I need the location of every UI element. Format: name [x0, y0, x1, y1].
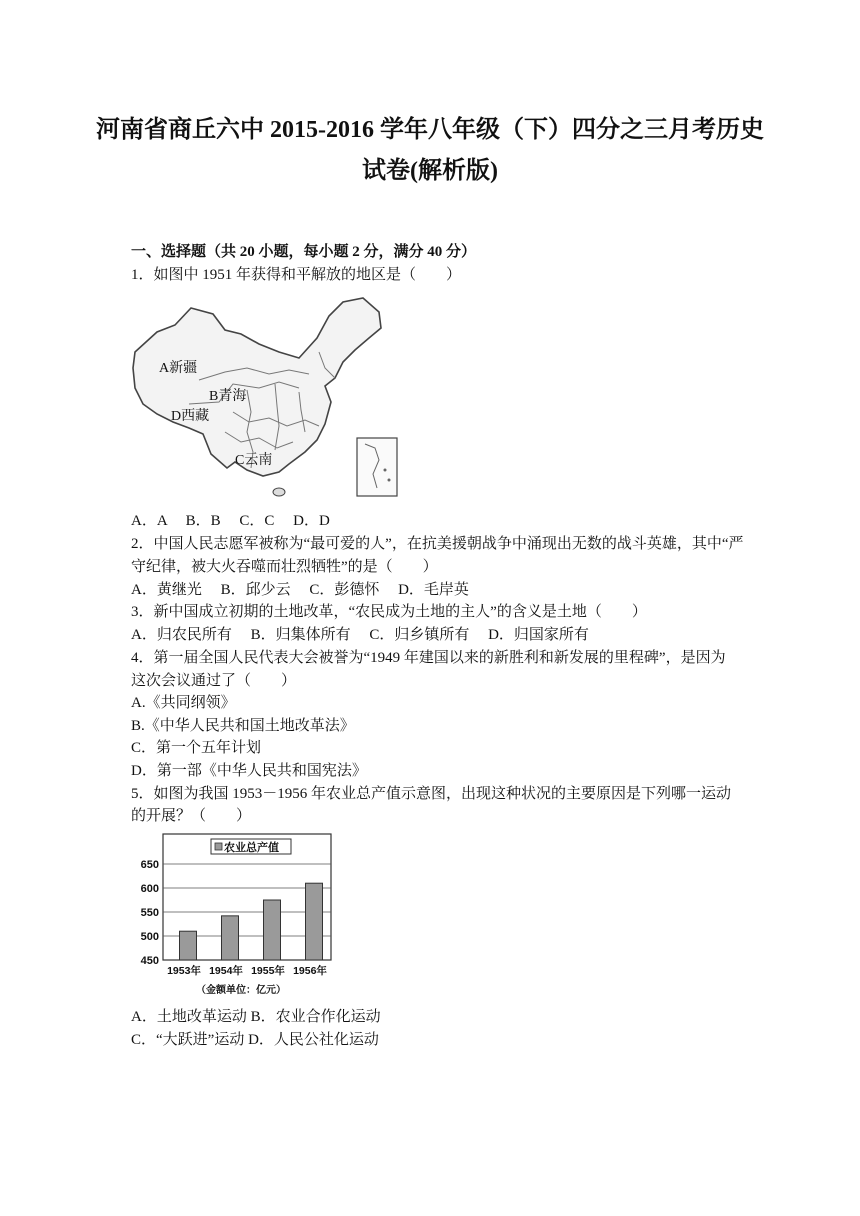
question-5-text-2: 的开展？（ ）: [131, 808, 252, 824]
question-5-text-1: 5．如图为我国 1953－1956 年农业总产值示意图，出现这种状况的主要原因是下列哪一运动: [131, 786, 732, 802]
chart-bar: [306, 883, 323, 960]
china-map-image: [129, 292, 401, 498]
chart-legend-swatch: [215, 843, 222, 850]
chart-y-tick-label: 650: [140, 859, 159, 871]
map-label-a: A新疆: [159, 361, 198, 376]
question-4-option-d: D．第一部《中华人民共和国宪法》: [131, 763, 367, 779]
document-title-line-1: 河南省商丘六中 2015-2016 学年八年级（下）四分之三月考历史: [96, 117, 764, 143]
question-5-options-line-2: C．“大跃进”运动 D．人民公社化运动: [131, 1032, 379, 1048]
question-3-options: A．归农民所有 B．归集体所有 C．归乡镇所有 D．归国家所有: [131, 627, 589, 643]
chart-bar: [264, 900, 281, 960]
question-4-option-c: C．第一个五年计划: [131, 740, 262, 756]
question-1-options: A．A B．B C．C D．D: [131, 513, 330, 529]
question-4-text-1: 4．第一届全国人民代表大会被誉为“1949 年建国以来的新胜利和新发展的里程碑”，是因为: [131, 650, 726, 666]
question-1-text: 1．如图中 1951 年获得和平解放的地区是（ ）: [131, 267, 462, 283]
chart-bar: [180, 931, 197, 960]
section-heading: 一、选择题（共 20 小题，每小题 2 分，满分 40 分）: [131, 244, 477, 260]
document-title-line-2: 试卷(解析版): [362, 158, 498, 184]
chart-y-tick-label: 450: [140, 955, 159, 967]
map-label-b: B青海: [209, 389, 247, 404]
chart-x-tick-label: 1955年: [251, 965, 285, 977]
chart-y-tick-label: 600: [140, 883, 159, 895]
question-4-text-2: 这次会议通过了（ ）: [131, 673, 297, 689]
chart-x-tick-label: 1956年: [293, 965, 327, 977]
map-label-c: C云南: [235, 453, 273, 468]
question-2-text-2: 守纪律，被大火吞噬而壮烈牺牲”的是（ ）: [131, 559, 438, 575]
chart-unit-note: （金额单位：亿元）: [196, 985, 286, 996]
chart-y-tick-label: 550: [140, 907, 159, 919]
question-2-text-1: 2．中国人民志愿军被称为“最可爱的人”，在抗美援朝战争中涌现出无数的战斗英雄，其中“严: [131, 536, 744, 552]
map-label-d: D西藏: [171, 409, 210, 424]
question-4-option-a: A.《共同纲领》: [131, 695, 236, 711]
chart-x-tick-label: 1953年: [167, 965, 201, 977]
question-3-text: 3．新中国成立初期的土地改革，“农民成为土地的主人”的含义是土地（ ）: [131, 604, 647, 620]
chart-y-tick-label: 500: [140, 931, 159, 943]
chart-x-tick-label: 1954年: [209, 965, 243, 977]
question-2-options: A．黄继光 B．邱少云 C．彭德怀 D．毛岸英: [131, 582, 469, 598]
question-4-option-b: B.《中华人民共和国土地改革法》: [131, 718, 355, 734]
chart-bar: [222, 916, 239, 960]
question-5-options-line-1: A．土地改革运动 B．农业合作化运动: [131, 1009, 381, 1025]
chart-legend-label: 农业总产值: [224, 842, 279, 854]
agri-output-bar-chart: [129, 830, 335, 1000]
